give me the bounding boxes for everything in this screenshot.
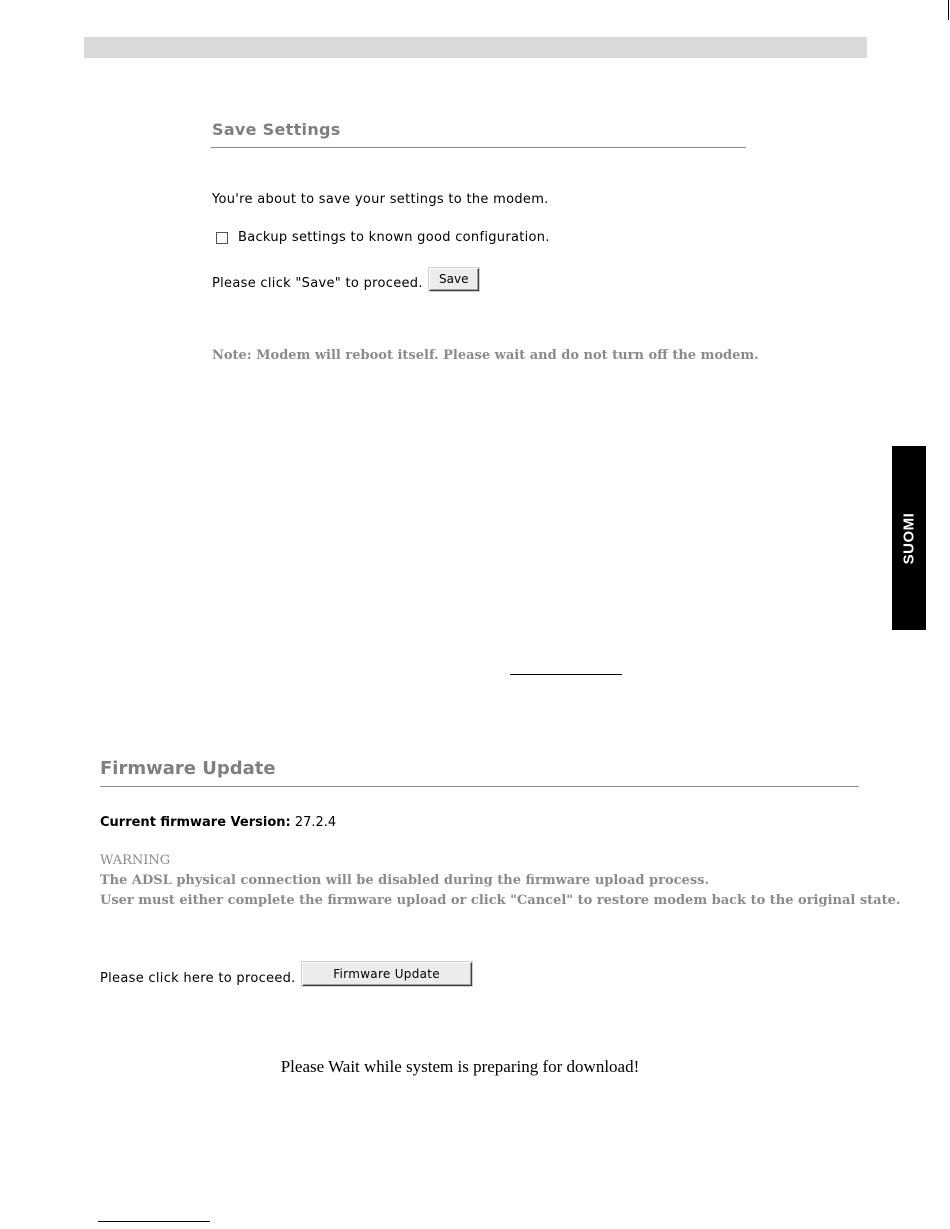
save-button[interactable]: Save: [429, 268, 479, 291]
crop-mark: [948, 0, 949, 20]
save-proceed-row: [212, 268, 479, 291]
warning-heading: WARNING: [100, 853, 171, 868]
language-tab: [892, 446, 926, 630]
save-settings-divider: [211, 147, 746, 148]
firmware-version-value: 27.2.4: [294, 815, 337, 830]
firmware-proceed-row: [100, 962, 472, 986]
backup-option: [216, 230, 550, 245]
save-settings-title: Save Settings: [212, 120, 341, 139]
firmware-version: [100, 815, 336, 830]
firmware-warning: [100, 851, 900, 911]
backup-label: Backup settings to known good configuration.: [238, 230, 550, 245]
language-tab-label: SUOMI: [900, 512, 918, 564]
warning-line-1: The ADSL physical connection will be disabled during the firmware upload process.: [100, 873, 709, 888]
firmware-update-divider: [100, 786, 859, 787]
header-bar: [84, 37, 867, 58]
wait-message: Please Wait while system is preparing for download!: [280, 1057, 640, 1076]
save-note: Note: Modem will reboot itself. Please wait and do not turn off the modem.: [212, 348, 759, 363]
footnote-rule: [98, 1221, 210, 1222]
firmware-update-title: Firmware Update: [100, 758, 276, 779]
backup-checkbox[interactable]: [216, 232, 228, 244]
save-proceed-label: Please click "Save" to proceed.: [212, 276, 423, 291]
section-separator: [510, 674, 622, 675]
firmware-proceed-label: Please click here to proceed.: [100, 970, 296, 986]
firmware-version-label: Current firmware Version:: [100, 815, 291, 830]
save-settings-intro: You're about to save your settings to the modem.: [212, 192, 549, 207]
firmware-update-button[interactable]: Firmware Update: [302, 962, 472, 986]
warning-line-2: User must either complete the firmware upload or click "Cancel" to restore modem back to the original state.: [100, 893, 901, 908]
